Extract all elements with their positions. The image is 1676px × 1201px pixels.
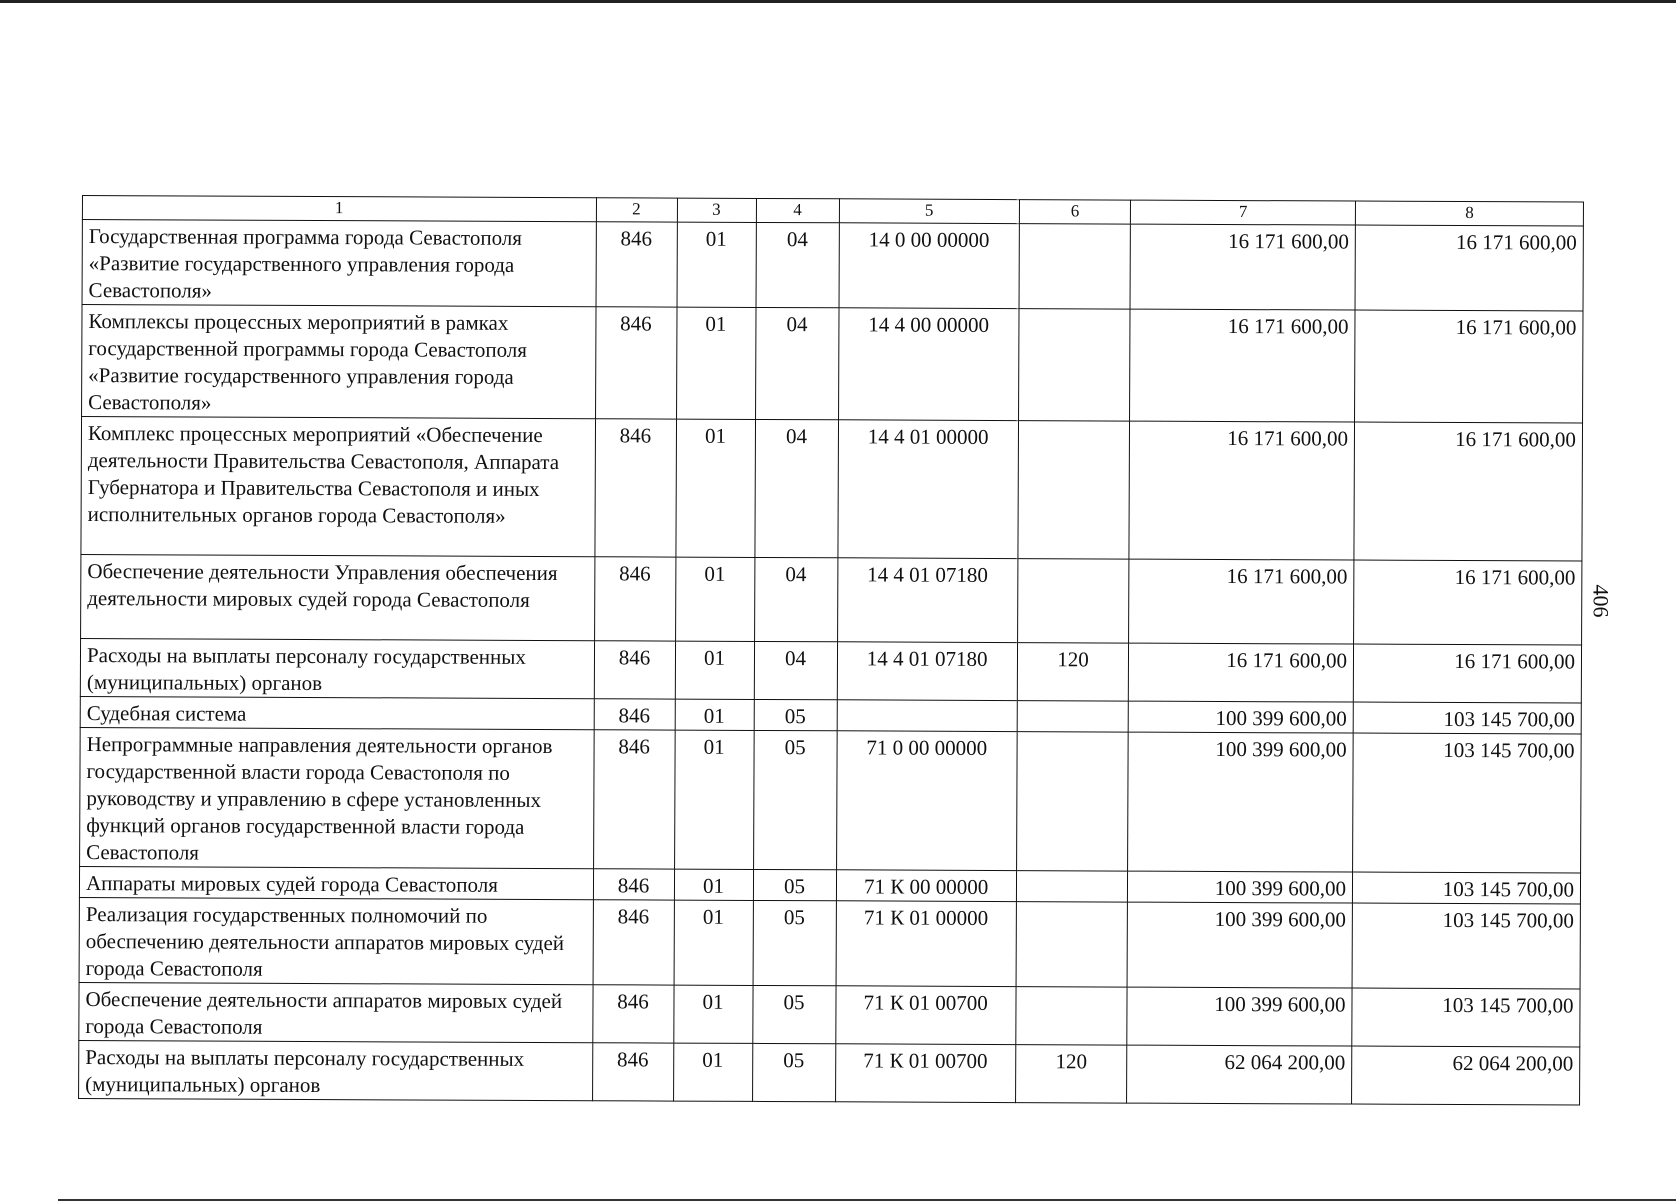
code-cell: 05 <box>753 869 836 900</box>
code-cell: 14 4 01 00000 <box>837 420 1018 559</box>
row-name: Расходы на выплаты персоналу государственных (муниципальных) органов <box>80 638 594 698</box>
code-cell: 01 <box>674 869 753 900</box>
top-scan-edge <box>0 0 1676 3</box>
code-cell: 120 <box>1015 1045 1127 1103</box>
row-name: Обеспечение деятельности Управления обеспечения деятельности мировых судей города Севастополя <box>81 554 595 640</box>
amount-cell: 103 145 700,00 <box>1352 903 1580 989</box>
table-row <box>82 220 1583 312</box>
code-cell: 846 <box>592 985 673 1043</box>
table-row <box>79 1040 1580 1105</box>
code-cell: 846 <box>594 699 675 730</box>
code-cell: 846 <box>596 222 677 307</box>
code-cell: 04 <box>754 419 838 557</box>
code-cell <box>837 700 1017 732</box>
row-name: Государственная программа города Севастополя «Развитие государственного управления города Севастополя» <box>82 220 596 307</box>
code-cell: 14 4 01 07180 <box>837 558 1018 643</box>
row-name: Аппараты мировых судей города Севастополя <box>79 866 593 899</box>
code-cell: 846 <box>593 869 674 900</box>
code-cell: 04 <box>754 557 837 641</box>
code-cell: 846 <box>592 1043 673 1101</box>
budget-table <box>78 195 1584 1106</box>
table-row <box>80 727 1582 873</box>
code-cell: 05 <box>752 1043 835 1101</box>
code-cell <box>1016 902 1128 987</box>
column-header: 3 <box>677 198 756 222</box>
amount-cell: 100 399 600,00 <box>1128 732 1353 872</box>
code-cell: 846 <box>594 641 675 699</box>
amount-cell: 16 171 600,00 <box>1355 225 1583 311</box>
amount-cell: 103 145 700,00 <box>1353 872 1581 904</box>
code-cell <box>1019 224 1131 309</box>
code-cell: 04 <box>755 307 839 419</box>
column-header: 2 <box>596 198 677 222</box>
amount-cell: 100 399 600,00 <box>1128 701 1353 733</box>
column-header: 8 <box>1355 201 1583 226</box>
code-cell: 14 4 01 07180 <box>837 642 1018 701</box>
code-cell: 01 <box>676 307 755 419</box>
code-cell: 05 <box>754 699 837 730</box>
row-name: Реализация государственных полномочий по обеспечению деятельности аппаратов мировых судей города Севастополя <box>79 897 593 984</box>
code-cell: 01 <box>674 900 753 985</box>
amount-cell: 16 171 600,00 <box>1355 310 1583 423</box>
table-row <box>79 897 1580 989</box>
code-cell: 846 <box>595 307 677 419</box>
code-cell: 01 <box>675 641 754 699</box>
row-name: Обеспечение деятельности аппаратов мировых судей города Севастополя <box>79 982 593 1042</box>
code-cell: 71 0 00 00000 <box>836 731 1017 871</box>
code-cell: 05 <box>753 900 836 985</box>
amount-cell: 100 399 600,00 <box>1127 987 1352 1046</box>
amount-cell: 100 399 600,00 <box>1127 902 1352 988</box>
code-cell: 846 <box>593 900 674 985</box>
amount-cell: 16 171 600,00 <box>1130 309 1355 422</box>
row-name: Расходы на выплаты персоналу государственных (муниципальных) органов <box>79 1040 593 1100</box>
code-cell: 01 <box>675 419 755 557</box>
code-cell: 01 <box>674 730 754 869</box>
amount-cell: 16 171 600,00 <box>1129 643 1354 702</box>
amount-cell: 100 399 600,00 <box>1128 871 1353 903</box>
amount-cell: 16 171 600,00 <box>1353 644 1581 703</box>
code-cell: 120 <box>1017 643 1129 701</box>
table-row <box>81 554 1582 645</box>
page-number: 406 <box>1588 584 1614 618</box>
code-cell: 01 <box>673 985 752 1043</box>
code-cell: 01 <box>675 699 754 730</box>
amount-cell: 103 145 700,00 <box>1353 702 1581 734</box>
code-cell <box>1016 871 1128 902</box>
amount-cell: 62 064 200,00 <box>1127 1045 1352 1104</box>
column-header: 5 <box>839 199 1019 224</box>
amount-cell: 103 145 700,00 <box>1353 733 1582 873</box>
row-name: Судебная система <box>80 696 594 729</box>
code-cell: 14 4 00 00000 <box>838 308 1019 421</box>
column-header: 7 <box>1131 200 1356 225</box>
row-name: Непрограммные направления деятельности органов государственной власти города Севастополя по руководству и управлению в сфере установленных функций органов государственной власти города Севастополя <box>80 727 594 868</box>
table-row <box>82 305 1583 424</box>
column-header: 6 <box>1019 200 1131 224</box>
code-cell: 01 <box>675 557 754 641</box>
amount-cell: 16 171 600,00 <box>1129 559 1354 644</box>
amount-cell: 16 171 600,00 <box>1130 224 1355 310</box>
code-cell: 05 <box>753 730 837 869</box>
code-cell: 01 <box>673 1043 752 1101</box>
code-cell: 01 <box>677 222 756 307</box>
code-cell: 71 К 01 00000 <box>836 901 1017 987</box>
code-cell <box>1017 559 1129 643</box>
table-row <box>80 638 1581 703</box>
table-row <box>79 982 1580 1047</box>
code-cell: 846 <box>594 557 675 641</box>
row-name: Комплекс процессных мероприятий «Обеспечение деятельности Правительства Севастополя, Аппарата Губернатора и Правительства Севастополя и иных исполнительных органов города Севастополя» <box>81 417 595 557</box>
code-cell: 14 0 00 00000 <box>839 223 1020 309</box>
amount-cell: 103 145 700,00 <box>1352 988 1580 1047</box>
code-cell: 04 <box>756 222 839 307</box>
code-cell: 71 К 01 00700 <box>835 1044 1016 1103</box>
code-cell: 04 <box>754 641 837 699</box>
code-cell: 846 <box>593 730 675 869</box>
amount-cell: 62 064 200,00 <box>1352 1046 1580 1105</box>
column-header: 1 <box>82 196 596 222</box>
code-cell: 05 <box>752 985 835 1043</box>
row-name: Комплексы процессных мероприятий в рамках государственной программы города Севастополя «Развитие государственного управления города Севастополя» <box>82 305 596 419</box>
code-cell <box>1018 421 1130 559</box>
code-cell: 846 <box>594 419 676 557</box>
code-cell: 71 К 01 00700 <box>835 986 1016 1045</box>
amount-cell: 16 171 600,00 <box>1129 421 1354 560</box>
amount-cell: 16 171 600,00 <box>1354 422 1583 561</box>
code-cell <box>1016 732 1128 871</box>
table-row <box>81 417 1583 562</box>
amount-cell: 16 171 600,00 <box>1354 560 1582 645</box>
column-header: 4 <box>756 198 839 222</box>
code-cell <box>1016 987 1128 1045</box>
code-cell: 71 К 00 00000 <box>836 870 1016 902</box>
code-cell <box>1018 309 1130 421</box>
code-cell <box>1017 701 1129 732</box>
